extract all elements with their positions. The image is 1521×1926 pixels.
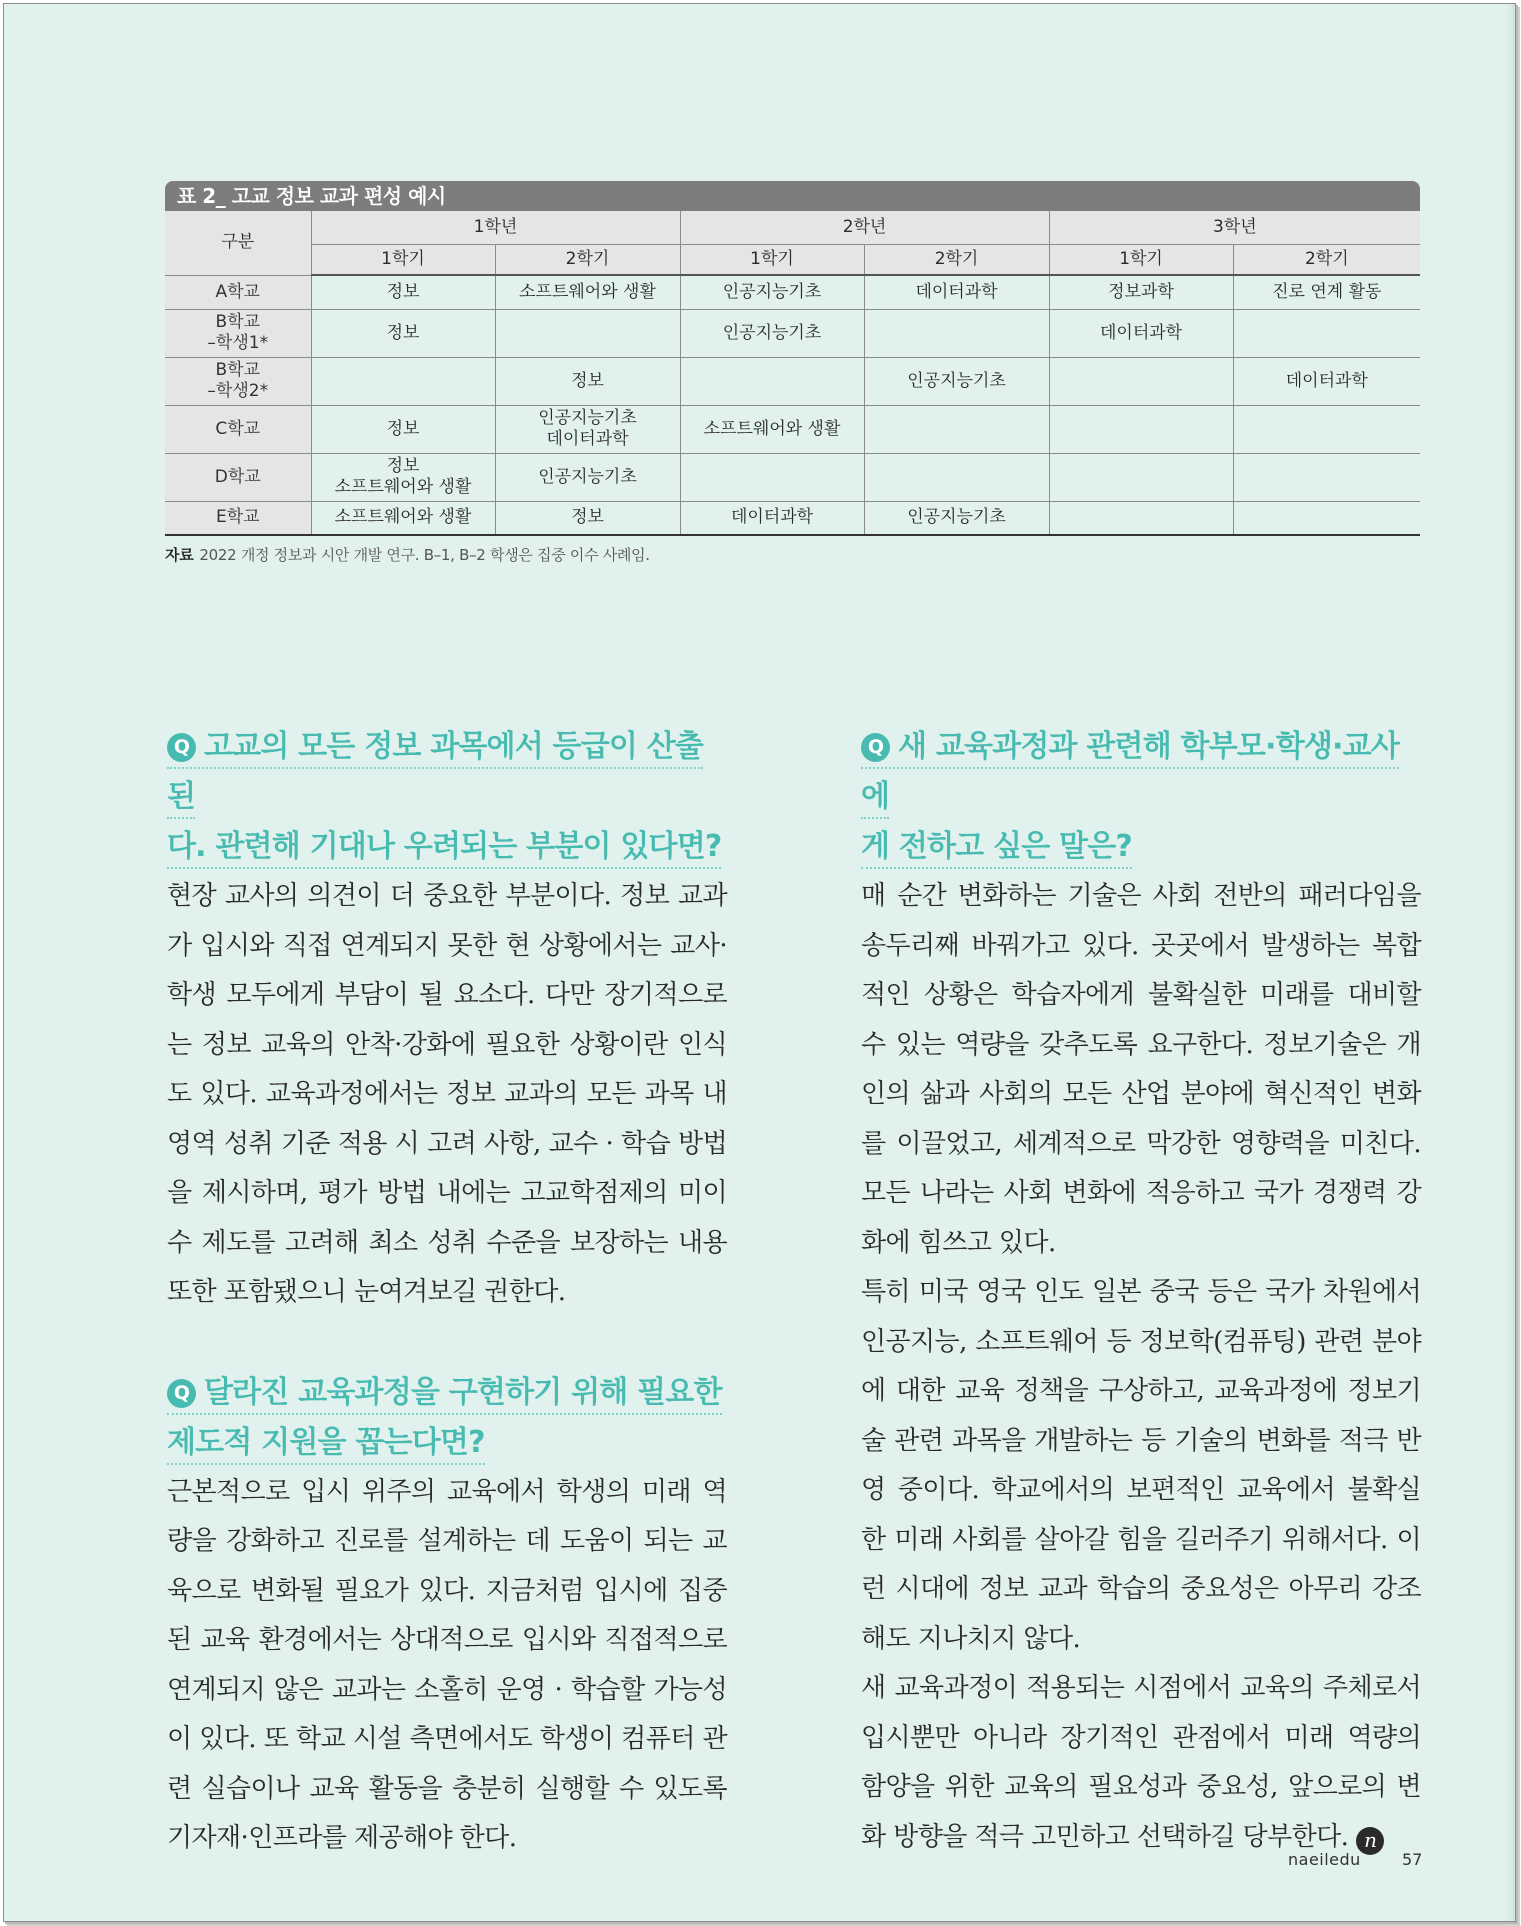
qa-block bbox=[861, 722, 1421, 1862]
table-cell bbox=[1049, 501, 1233, 535]
q-badge-icon: Q bbox=[167, 1379, 196, 1408]
answer-paragraph: 특히 미국 영국 인도 일본 중국 등은 국가 차원에서 인공지능, 소프트웨어 등 정보학(컴퓨팅) 관련 분야에 대한 교육 정책을 구상하고, 교육과정에 정보기술 관련 과목을 개발하는 등 기술의 변화를 적극 반영 중이다. 학교에서의 보편적인 교육에서 불확실한 미래 사회를 살아갈 힘을 길러주기 위해서다. 이런 시대에 정보 교과 학습의 중요성은 아무리 강조해도 지나치지 않다. bbox=[861, 1277, 1421, 1654]
course-name: 진로 연계 활동 bbox=[1272, 281, 1382, 302]
row-header bbox=[165, 501, 311, 535]
term-header: 1학기 bbox=[1049, 244, 1233, 275]
table-cell bbox=[864, 405, 1049, 453]
table-cell bbox=[864, 275, 1049, 309]
row-header bbox=[165, 453, 311, 501]
question-heading bbox=[167, 1368, 727, 1468]
source-text: 2022 개정 정보과 시안 개발 연구. B–1, B–2 학생은 집중 이수 사례임. bbox=[199, 546, 650, 564]
course-name: 인공지능기초 bbox=[907, 370, 1006, 391]
course-name: 정보 bbox=[386, 281, 420, 302]
table-cell bbox=[864, 309, 1049, 357]
course-name: 인공지능기초 bbox=[722, 322, 822, 343]
question-line: 게 전하고 싶은 말은? bbox=[861, 829, 1132, 869]
table-cell bbox=[311, 357, 495, 405]
course-name: 정보과학 bbox=[1108, 281, 1174, 302]
table-cell bbox=[1049, 453, 1233, 501]
right-column bbox=[861, 722, 1421, 1862]
course-name: 정보 bbox=[571, 370, 604, 391]
table-cell bbox=[864, 357, 1049, 405]
course-name: 소프트웨어와 생활 bbox=[334, 477, 472, 497]
table-cell bbox=[495, 501, 680, 535]
magazine-page bbox=[3, 3, 1516, 1922]
row-header-line: B학교 bbox=[215, 312, 260, 332]
table-title: 표 2_ 고교 정보 교과 편성 예시 bbox=[165, 181, 1420, 211]
table-cell bbox=[680, 357, 864, 405]
table-cell bbox=[495, 309, 680, 357]
question-line: 다. 관련해 기대나 우려되는 부분이 있다면? bbox=[167, 829, 721, 869]
table-row bbox=[165, 501, 1420, 535]
qa-block bbox=[167, 1368, 727, 1864]
table-cell bbox=[680, 405, 864, 453]
row-header-line: A학교 bbox=[215, 281, 260, 302]
course-name: 정보 bbox=[386, 456, 420, 476]
question-line: 새 교육과정과 관련해 학부모·학생·교사에 bbox=[861, 729, 1400, 814]
answer-text: 새 교육과정이 적용되는 시점에서 교육의 주체로서 입시뿐만 아니라 장기적인 관점에서 미래 역량의 함양을 위한 교육의 필요성과 중요성, 앞으로의 변화 방향을 적극 고민하고 선택하길 당부한다. bbox=[861, 1673, 1421, 1852]
q-badge-icon: Q bbox=[167, 733, 196, 762]
table-cell bbox=[1049, 309, 1233, 357]
row-header-line: D학교 bbox=[214, 466, 261, 487]
table-cell bbox=[311, 501, 495, 535]
question-line: 달라진 교육과정을 구현하기 위해 필요한 bbox=[204, 1374, 722, 1410]
table-cell bbox=[495, 357, 680, 405]
question-heading bbox=[861, 722, 1421, 872]
end-mark-icon: n bbox=[1356, 1827, 1384, 1855]
table-cell bbox=[680, 275, 864, 309]
table-cell bbox=[1049, 405, 1233, 453]
answer-paragraph: 근본적으로 입시 위주의 교육에서 학생의 미래 역량을 강화하고 진로를 설계하는 데 도움이 되는 교육으로 변화될 필요가 있다. 지금처럼 입시에 집중된 교육 환경에서는 상대적으로 입시와 직접적으로 연계되지 않은 교과는 소홀히 운영 · 학습할 가능성이 있다. 또 학교 시설 측면에서도 학생이 컴퓨터 관련 실습이나 교육 활동을 충분히 실행할 수 있도록 기자재·인프라를 제공해야 한다. bbox=[167, 1476, 727, 1853]
row-header bbox=[165, 357, 311, 405]
course-name: 소프트웨어와 생활 bbox=[334, 507, 472, 528]
table-cell bbox=[495, 453, 680, 501]
table-row bbox=[165, 405, 1420, 453]
answer-paragraph: 매 순간 변화하는 기술은 사회 전반의 패러다임을 송두리째 바꿔가고 있다. 곳곳에서 발생하는 복합적인 상황은 학습자에게 불확실한 미래를 대비할 수 있는 역량을 갖추도록 요구한다. 정보기술은 개인의 삶과 사회의 모든 산업 분야에 혁신적인 변화를 이끌었고, 세계적으로 막강한 영향력을 미친다. 모든 나라는 사회 변화에 적응하고 국가 경쟁력 강화에 힘쓰고 있다. bbox=[861, 881, 1421, 1258]
table-source bbox=[165, 544, 1420, 565]
year-header: 3학년 bbox=[1049, 211, 1420, 244]
table-cell bbox=[311, 453, 495, 501]
question-heading bbox=[167, 722, 727, 872]
row-header-line: –학생1* bbox=[207, 333, 269, 353]
course-name: 데이터과학 bbox=[1099, 322, 1183, 343]
table-cell bbox=[1233, 357, 1420, 405]
row-header bbox=[165, 405, 311, 453]
table-cell bbox=[1049, 357, 1233, 405]
row-header-line: C학교 bbox=[215, 418, 261, 439]
table-body bbox=[165, 275, 1420, 535]
term-header: 2학기 bbox=[495, 244, 680, 275]
table-cell bbox=[495, 275, 680, 309]
table-cell bbox=[680, 453, 864, 501]
term-header: 1학기 bbox=[311, 244, 495, 275]
term-header: 1학기 bbox=[680, 244, 864, 275]
term-header: 2학기 bbox=[1233, 244, 1420, 275]
curriculum-table-block bbox=[165, 181, 1420, 565]
answer-paragraph bbox=[861, 1664, 1421, 1862]
table-row bbox=[165, 453, 1420, 501]
course-name: 데이터과학 bbox=[546, 429, 629, 449]
year-header: 2학년 bbox=[680, 211, 1049, 244]
course-name: 인공지능기초 bbox=[907, 507, 1006, 528]
table-row bbox=[165, 309, 1420, 357]
course-name: 인공지능기초 bbox=[538, 466, 637, 487]
source-label: 자료 bbox=[165, 546, 194, 564]
table-row bbox=[165, 275, 1420, 309]
course-name: 정보 bbox=[571, 507, 604, 528]
footer-brand: naeiledu bbox=[1288, 1850, 1361, 1869]
row-header bbox=[165, 275, 311, 309]
table-corner-header: 구분 bbox=[165, 211, 311, 275]
table-cell bbox=[1233, 501, 1420, 535]
course-name: 소프트웨어와 생활 bbox=[519, 281, 656, 302]
course-name: 정보 bbox=[386, 322, 420, 343]
table-cell bbox=[680, 309, 864, 357]
q-badge-icon: Q bbox=[861, 733, 890, 762]
table-cell bbox=[1233, 453, 1420, 501]
curriculum-table bbox=[165, 211, 1420, 536]
table-cell bbox=[311, 309, 495, 357]
left-column bbox=[167, 722, 727, 1864]
table-cell bbox=[495, 405, 680, 453]
page-number: 57 bbox=[1402, 1850, 1423, 1869]
row-header-line: B학교 bbox=[215, 360, 260, 380]
table-row bbox=[165, 357, 1420, 405]
year-header: 1학년 bbox=[311, 211, 680, 244]
term-header: 2학기 bbox=[864, 244, 1049, 275]
table-cell bbox=[864, 453, 1049, 501]
answer-paragraph: 현장 교사의 의견이 더 중요한 부분이다. 정보 교과가 입시와 직접 연계되지 못한 현 상황에서는 교사·학생 모두에게 부담이 될 요소다. 다만 장기적으로는 정보 교육의 안착·강화에 필요한 상황이란 인식도 있다. 교육과정에서는 정보 교과의 모든 과목 내 영역 성취 기준 적용 시 고려 사항, 교수 · 학습 방법을 제시하며, 평가 방법 내에는 고교학점제의 미이수 제도를 고려해 최소 성취 수준을 보장하는 내용 또한 포함됐으니 눈여겨보길 권한다. bbox=[167, 881, 727, 1307]
course-name: 인공지능기초 bbox=[722, 281, 822, 302]
course-name: 데이터과학 bbox=[915, 281, 998, 302]
table-cell bbox=[864, 501, 1049, 535]
table-cell bbox=[680, 501, 864, 535]
table-cell bbox=[1049, 275, 1233, 309]
table-cell bbox=[311, 275, 495, 309]
course-name: 데이터과학 bbox=[1285, 370, 1368, 391]
question-line: 제도적 지원을 꼽는다면? bbox=[167, 1425, 485, 1465]
row-header-line: –학생2* bbox=[207, 381, 269, 401]
course-name: 정보 bbox=[386, 418, 420, 439]
course-name: 소프트웨어와 생활 bbox=[703, 418, 841, 439]
row-header-line: E학교 bbox=[215, 507, 260, 528]
table-cell bbox=[1233, 405, 1420, 453]
course-name: 인공지능기초 bbox=[538, 408, 637, 428]
course-name: 데이터과학 bbox=[730, 507, 814, 528]
question-line: 고교의 모든 정보 과목에서 등급이 산출된 bbox=[167, 729, 704, 814]
table-cell bbox=[1233, 309, 1420, 357]
qa-block bbox=[167, 722, 727, 1318]
table-cell bbox=[1233, 275, 1420, 309]
row-header bbox=[165, 309, 311, 357]
table-cell bbox=[311, 405, 495, 453]
